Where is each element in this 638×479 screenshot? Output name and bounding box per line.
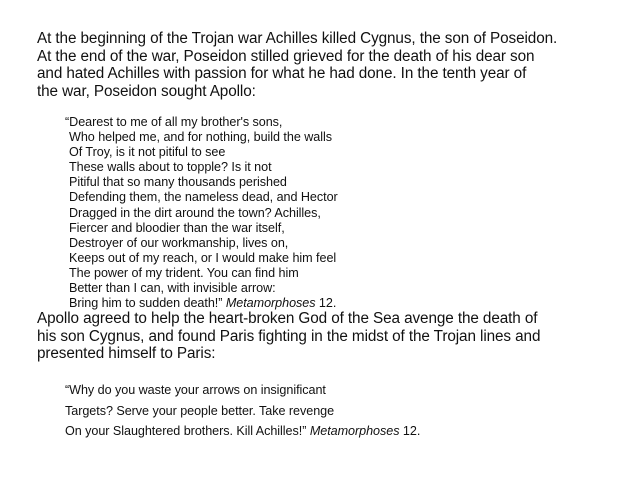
quote-last-line [65, 421, 420, 442]
quote-line: Who helped me, and for nothing, build the walls [69, 130, 332, 145]
intro-paragraph [37, 30, 612, 100]
quote-line: Of Troy, is it not pitiful to see [69, 145, 226, 160]
quote-last-line [65, 296, 338, 311]
quote-line: Fiercer and bloodier than the war itself, [69, 220, 285, 235]
apollo-line: his son Cygnus, and found Paris fighting in the midst of the Trojan lines and [37, 327, 541, 345]
apollo-quote [65, 380, 420, 442]
citation-book: 12. [399, 424, 421, 439]
quote-line: Pitiful that so many thousands perished [69, 175, 287, 190]
quote-line: Better than I can, with invisible arrow: [69, 281, 276, 296]
quote-line: The power of my trident. You can find him [69, 265, 299, 280]
intro-line: and hated Achilles with passion for what he had done. In the tenth year of [37, 65, 527, 82]
intro-line: At the beginning of the Trojan war Achilles killed Cygnus, the son of Poseidon. [37, 30, 558, 47]
apollo-paragraph [37, 310, 612, 363]
intro-line: At the end of the war, Poseidon stilled grieved for the death of his dear son [37, 47, 535, 65]
quote-line: Destroyer of our workmanship, lives on, [69, 235, 289, 250]
poseidon-quote [65, 115, 338, 311]
quote-line: “Dearest to me of all my brother's sons, [65, 115, 283, 129]
citation-book: 12. [315, 296, 337, 311]
apollo-line: Apollo agreed to help the heart-broken God of the Sea avenge the death of [37, 310, 538, 327]
apollo-line: presented himself to Paris: [37, 345, 216, 362]
quote-line: Dragged in the dirt around the town? Achilles, [69, 205, 321, 220]
quote-line: Defending them, the nameless dead, and Hector [69, 190, 338, 205]
quote-line: These walls about to topple? Is it not [69, 160, 272, 175]
citation-title: Metamorphoses [225, 296, 316, 311]
quote-line: Keeps out of my reach, or I would make him feel [69, 250, 337, 265]
quote-line-text: On your Slaughtered brothers. Kill Achilles!” [65, 424, 310, 439]
quote-line: “Why do you waste your arrows on insignificant [65, 383, 326, 397]
citation-title: Metamorphoses [309, 424, 400, 439]
quote-line-text: Bring him to sudden death!” [69, 296, 226, 311]
intro-line: the war, Poseidon sought Apollo: [37, 82, 256, 100]
quote-line: Targets? Serve your people better. Take revenge [65, 403, 335, 418]
